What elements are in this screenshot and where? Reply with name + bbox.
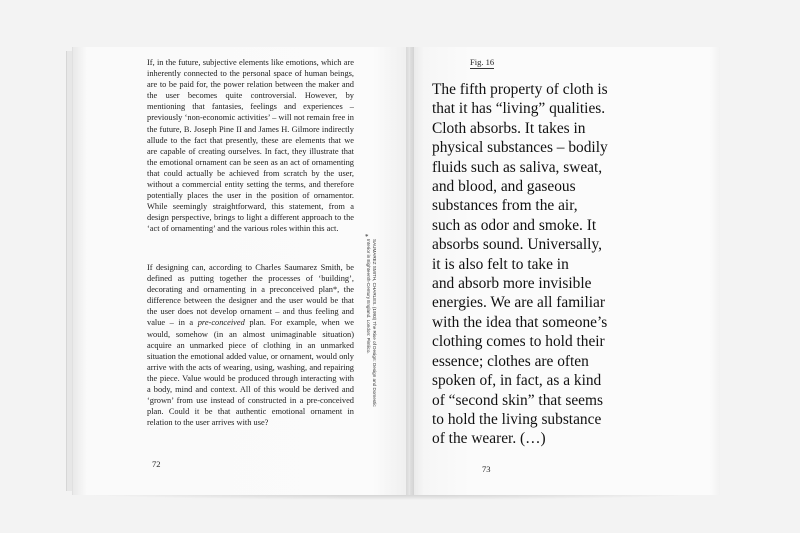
quote-line: of the wearer. (…) bbox=[432, 430, 546, 448]
quote-line: absorbs sound. Universally, bbox=[432, 236, 602, 254]
paragraph-2-part-2: plan. For example, when we would, somehow (in an almost unimaginable situation) acquire an unmarked piece of clothing in an unmarked situation the emotional added value, or ornament, would only arrive with the acts of wearing, using, washing, and repairing the piece. Value would be produced through interacting with a body, mind and context. All of this would be derived and ‘grown’ from use instead of constructed in a pre-conceived plan. Could it be that authentic emotional ornament in relation to the user arrives with use? bbox=[147, 318, 354, 428]
quote-line: The fifth property of cloth is bbox=[432, 81, 608, 98]
quote-line: such as odor and smoke. It bbox=[432, 216, 597, 234]
quote-line: clothing comes to hold their bbox=[432, 333, 605, 351]
quote-line: and blood, and gaseous bbox=[432, 178, 576, 196]
page-number-right: 73 bbox=[482, 464, 491, 474]
quote-line: with the idea that someone’s bbox=[432, 313, 608, 331]
quote-line: fluids such as saliva, sweat, bbox=[432, 158, 603, 176]
left-paragraph-2 bbox=[147, 262, 354, 428]
footnote-text: SAUMAREZ SMITH, CHARLES. (1993) The Rise of Design: Design and Domestic Interior in Eighteenth-Century England. London: Pimlico. bbox=[366, 239, 377, 407]
book-gutter bbox=[406, 47, 414, 495]
quote-line: it is also felt to take in bbox=[432, 255, 569, 273]
figure-label: Fig. 16 bbox=[470, 57, 495, 67]
quote-line: Cloth absorbs. It takes in bbox=[432, 119, 586, 137]
footnote-column bbox=[365, 239, 377, 419]
quote-line: that it has “living” qualities. bbox=[432, 100, 606, 118]
quote-line: essence; clothes are often bbox=[432, 352, 589, 370]
paragraph-2-part-1: If designing can, according to Charles Saumarez Smith, be defined as putting together the processes of ‘building’, decorating and ornamenting in a preconceived plan*, the difference between the designer and the user would be that the user does not develop ornament – and thus feeling and value – in a bbox=[147, 263, 354, 328]
quote-line: of “second skin” that seems bbox=[432, 391, 603, 409]
quote-line: substances from the air, bbox=[432, 197, 578, 215]
quote-line: physical substances – bodily bbox=[432, 139, 608, 157]
cloth-quote bbox=[432, 80, 722, 449]
open-book bbox=[62, 47, 722, 497]
quote-line: and absorb more invisible bbox=[432, 275, 592, 293]
quote-line: to hold the living substance bbox=[432, 410, 602, 428]
quote-line: spoken of, in fact, as a kind bbox=[432, 372, 602, 390]
quote-line: energies. We are all familiar bbox=[432, 294, 605, 312]
paragraph-2-italic: pre-conceived bbox=[197, 318, 245, 328]
footnote-marker: * bbox=[365, 233, 369, 241]
left-paragraph-1: If, in the future, subjective elements like emotions, which are inherently connected to the personal space of human beings, are to be paid for, the power relation between the maker and the user becomes quite controversial. However, by mentioning that fantasies, feelings and experiences – previously ‘non-economic activities’ – will not remain free in the future, B. Joseph Pine II and James H. Gilmore indirectly allude to the fact that presently, these are elements that we are capable of creating ourselves. In fact, they illustrate that the emotional ornament can be seen as an act of ornamenting that could actually be achieved from scratch by the user, without a commercial entity setting the terms, and therefore potentially places the user in the position of ornamentor. While seemingly straightforward, this statement, from a design perspective, brings to light a different approach to the ‘act of ornamenting’ and the various roles within this act. bbox=[147, 58, 354, 234]
page-number-left: 72 bbox=[152, 459, 161, 469]
